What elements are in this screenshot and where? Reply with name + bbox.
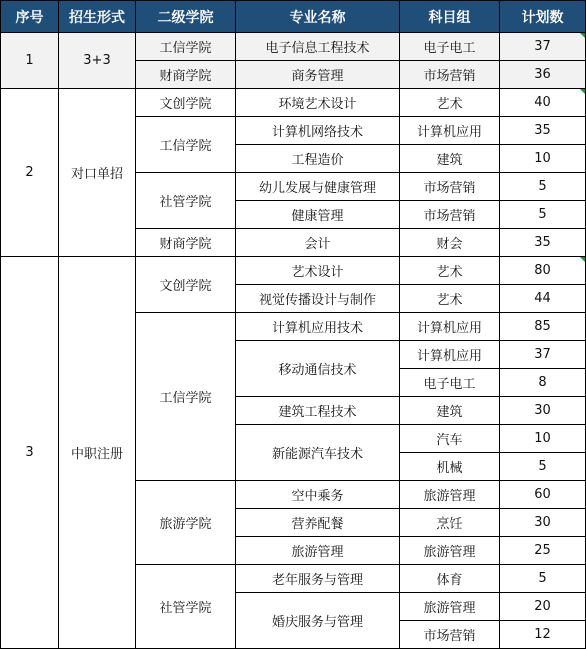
count-cell[interactable]: 40 bbox=[500, 89, 586, 117]
subject-cell[interactable]: 财会 bbox=[400, 229, 500, 257]
subject-cell[interactable]: 艺术 bbox=[400, 89, 500, 117]
count-cell[interactable]: 5 bbox=[500, 201, 586, 229]
form-cell[interactable]: 中职注册 bbox=[59, 257, 136, 649]
subject-cell[interactable]: 旅游管理 bbox=[400, 593, 500, 621]
comment-marker-icon bbox=[580, 33, 585, 38]
seq-cell[interactable]: 2 bbox=[1, 89, 59, 257]
table-row bbox=[1, 257, 586, 285]
count-cell[interactable]: 20 bbox=[500, 593, 586, 621]
count-cell[interactable]: 60 bbox=[500, 481, 586, 509]
major-cell[interactable]: 建筑工程技术 bbox=[236, 397, 400, 425]
form-cell[interactable]: 对口单招 bbox=[59, 89, 136, 257]
subject-cell[interactable]: 机械 bbox=[400, 453, 500, 481]
count-cell[interactable]: 8 bbox=[500, 369, 586, 397]
header-cell-major[interactable]: 专业名称 bbox=[236, 1, 400, 33]
major-cell[interactable]: 计算机网络技术 bbox=[236, 117, 400, 145]
subject-cell[interactable]: 电子电工 bbox=[400, 33, 500, 61]
major-cell[interactable]: 健康管理 bbox=[236, 201, 400, 229]
major-cell[interactable]: 视觉传播设计与制作 bbox=[236, 285, 400, 313]
count-cell[interactable]: 12 bbox=[500, 621, 586, 649]
header-row bbox=[1, 1, 586, 33]
count-cell[interactable]: 85 bbox=[500, 313, 586, 341]
subject-cell[interactable]: 体育 bbox=[400, 565, 500, 593]
count-cell[interactable]: 44 bbox=[500, 285, 586, 313]
count-cell[interactable]: 25 bbox=[500, 537, 586, 565]
header-cell-form[interactable]: 招生形式 bbox=[59, 1, 136, 33]
count-cell[interactable]: 5 bbox=[500, 453, 586, 481]
count-cell[interactable]: 10 bbox=[500, 145, 586, 173]
subject-cell[interactable]: 旅游管理 bbox=[400, 537, 500, 565]
form-cell[interactable]: 3+3 bbox=[59, 33, 136, 89]
major-cell[interactable]: 空中乘务 bbox=[236, 481, 400, 509]
subject-cell[interactable]: 市场营销 bbox=[400, 621, 500, 649]
major-cell[interactable]: 环境艺术设计 bbox=[236, 89, 400, 117]
subject-cell[interactable]: 烹饪 bbox=[400, 509, 500, 537]
college-cell[interactable]: 文创学院 bbox=[136, 257, 236, 313]
major-cell[interactable]: 婚庆服务与管理 bbox=[236, 593, 400, 649]
header-cell-seq[interactable]: 序号 bbox=[1, 1, 59, 33]
count-cell[interactable]: 35 bbox=[500, 117, 586, 145]
college-cell[interactable]: 社管学院 bbox=[136, 565, 236, 649]
count-cell[interactable]: 5 bbox=[500, 565, 586, 593]
count-cell[interactable]: 10 bbox=[500, 425, 586, 453]
college-cell[interactable]: 文创学院 bbox=[136, 89, 236, 117]
count-cell[interactable]: 5 bbox=[500, 173, 586, 201]
count-cell[interactable]: 37 bbox=[500, 341, 586, 369]
subject-cell[interactable]: 市场营销 bbox=[400, 201, 500, 229]
major-cell[interactable]: 商务管理 bbox=[236, 61, 400, 89]
major-cell[interactable]: 会计 bbox=[236, 229, 400, 257]
major-cell[interactable]: 计算机应用技术 bbox=[236, 313, 400, 341]
subject-cell[interactable]: 艺术 bbox=[400, 257, 500, 285]
count-cell[interactable]: 80 bbox=[500, 257, 586, 285]
major-cell[interactable]: 工程造价 bbox=[236, 145, 400, 173]
subject-cell[interactable]: 建筑 bbox=[400, 397, 500, 425]
subject-cell[interactable]: 艺术 bbox=[400, 285, 500, 313]
seq-cell[interactable]: 1 bbox=[1, 33, 59, 89]
college-cell[interactable]: 旅游学院 bbox=[136, 481, 236, 565]
subject-cell[interactable]: 市场营销 bbox=[400, 173, 500, 201]
comment-marker-icon bbox=[580, 89, 585, 94]
count-cell[interactable]: 30 bbox=[500, 397, 586, 425]
major-cell[interactable]: 电子信息工程技术 bbox=[236, 33, 400, 61]
header-cell-college[interactable]: 二级学院 bbox=[136, 1, 236, 33]
table-body bbox=[1, 33, 586, 649]
count-cell[interactable]: 35 bbox=[500, 229, 586, 257]
college-cell[interactable]: 财商学院 bbox=[136, 229, 236, 257]
major-cell[interactable]: 老年服务与管理 bbox=[236, 565, 400, 593]
major-cell[interactable]: 幼儿发展与健康管理 bbox=[236, 173, 400, 201]
table-row bbox=[1, 33, 586, 61]
subject-cell[interactable]: 计算机应用 bbox=[400, 341, 500, 369]
major-cell[interactable]: 旅游管理 bbox=[236, 537, 400, 565]
college-cell[interactable]: 工信学院 bbox=[136, 117, 236, 173]
major-cell[interactable]: 艺术设计 bbox=[236, 257, 400, 285]
subject-cell[interactable]: 建筑 bbox=[400, 145, 500, 173]
subject-cell[interactable]: 旅游管理 bbox=[400, 481, 500, 509]
subject-cell[interactable]: 计算机应用 bbox=[400, 313, 500, 341]
college-cell[interactable]: 工信学院 bbox=[136, 313, 236, 481]
comment-marker-icon bbox=[580, 257, 585, 262]
subject-cell[interactable]: 计算机应用 bbox=[400, 117, 500, 145]
count-cell[interactable]: 37 bbox=[500, 33, 586, 61]
subject-cell[interactable]: 电子电工 bbox=[400, 369, 500, 397]
count-cell[interactable]: 36 bbox=[500, 61, 586, 89]
major-cell[interactable]: 新能源汽车技术 bbox=[236, 425, 400, 481]
subject-cell[interactable]: 汽车 bbox=[400, 425, 500, 453]
count-cell[interactable]: 30 bbox=[500, 509, 586, 537]
seq-cell[interactable]: 3 bbox=[1, 257, 59, 649]
subject-cell[interactable]: 市场营销 bbox=[400, 61, 500, 89]
college-cell[interactable]: 财商学院 bbox=[136, 61, 236, 89]
header-cell-count[interactable]: 计划数 bbox=[500, 1, 586, 33]
table-row bbox=[1, 89, 586, 117]
major-cell[interactable]: 营养配餐 bbox=[236, 509, 400, 537]
header-cell-subject[interactable]: 科目组 bbox=[400, 1, 500, 33]
college-cell[interactable]: 工信学院 bbox=[136, 33, 236, 61]
college-cell[interactable]: 社管学院 bbox=[136, 173, 236, 229]
major-cell[interactable]: 移动通信技术 bbox=[236, 341, 400, 397]
